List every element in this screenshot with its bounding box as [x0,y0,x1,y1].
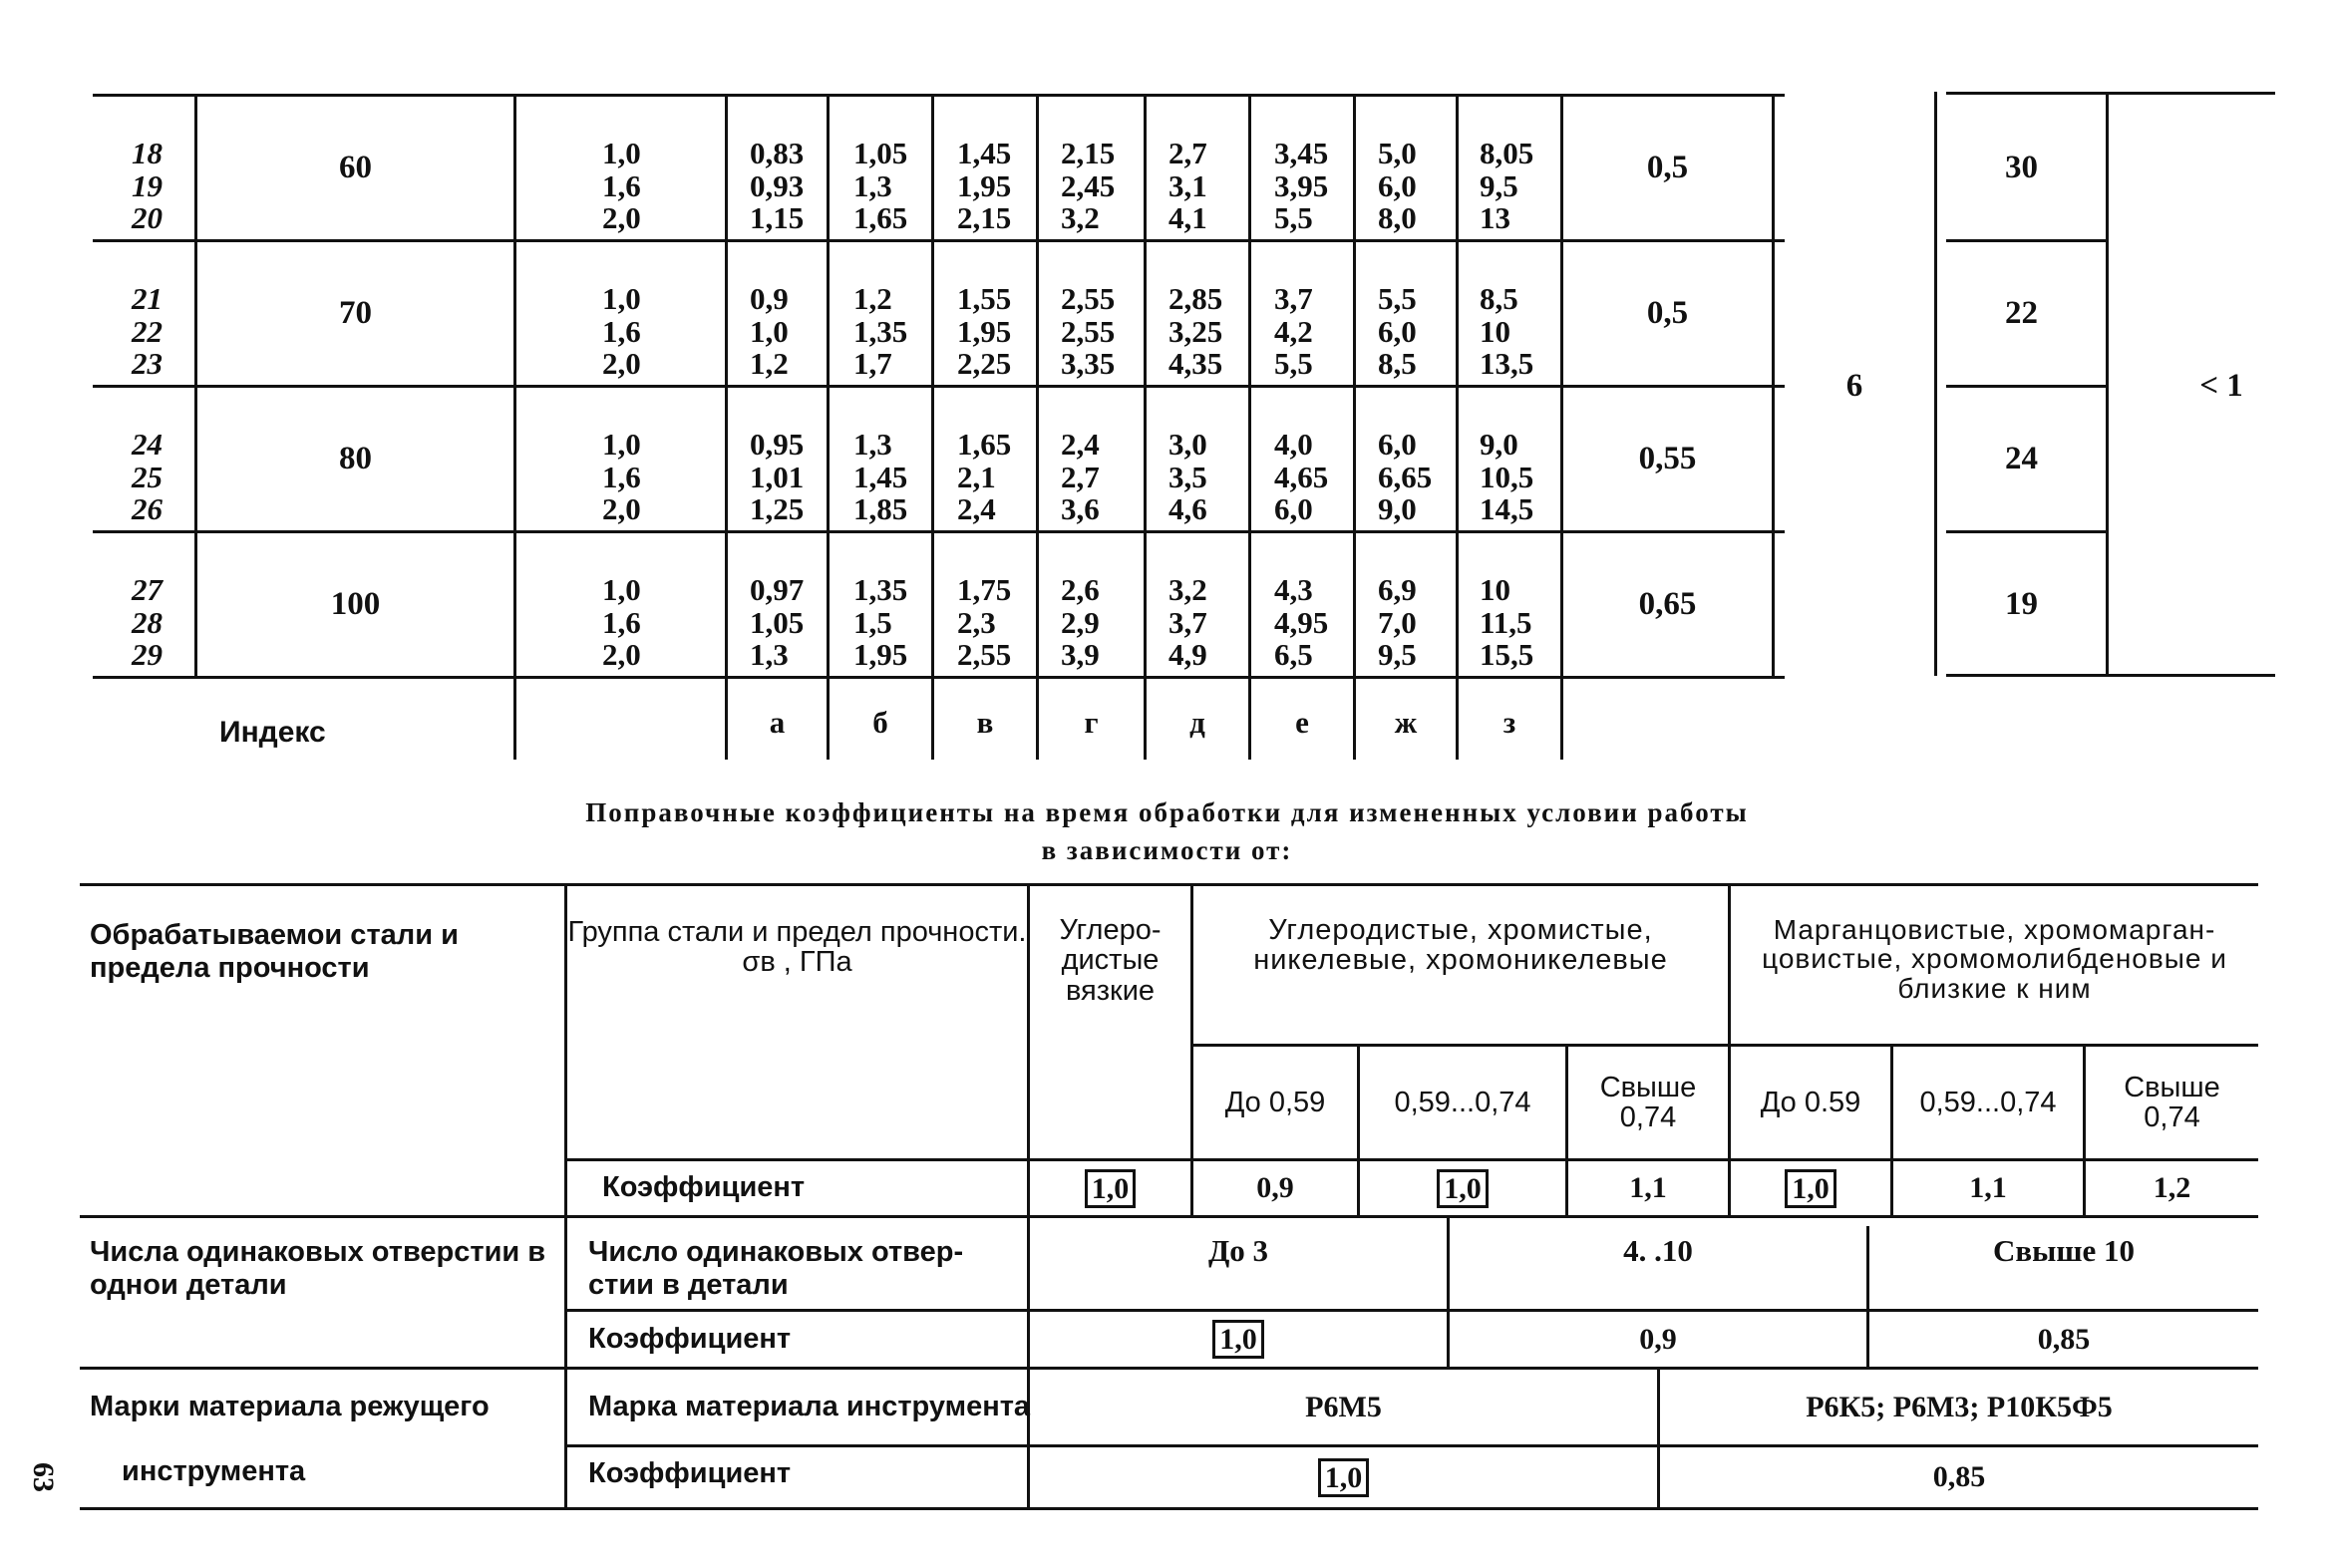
tool-value: Р6М5 [1305,1390,1382,1423]
coef-cell: 1,1 [1629,1171,1667,1205]
cell-d: 3,0 3,5 4,6 [1168,427,1207,527]
index-letter: б [872,704,888,740]
row-numbers: 24 25 26 [132,427,163,527]
cell-z: 10 11,5 15,5 [1480,572,1534,673]
tool-value: Р6К5; Р6М3; Р10К5Ф5 [1806,1390,2113,1423]
row-numbers: 18 19 20 [132,136,163,236]
holes-value: До 3 [1207,1232,1269,1268]
cell-zh: 6,0 6,65 9,0 [1378,427,1433,527]
index-label: Индекс [219,716,326,749]
cell-d: 2,7 3,1 4,1 [1168,136,1207,236]
diameter: 80 [339,440,372,476]
index-letter: ж [1394,704,1418,740]
cell-a: 0,9 1,0 1,2 [750,281,789,382]
tool-label: Марки материала режущего [90,1391,490,1422]
index-letter: в [976,704,994,740]
cell-e: 4,0 4,65 6,0 [1274,427,1329,527]
cell-v: 1,45 1,95 2,15 [957,136,1012,236]
index-letter: д [1189,704,1205,740]
steel-group-header: Группа стали и предел прочности. σв , ГПа [567,916,1027,979]
index-letter: г [1084,704,1099,740]
diameter: 100 [330,585,381,622]
cell-b: 1,35 1,5 1,95 [853,572,908,673]
holes-label: Числа одинаковых отверстии в однои детали [90,1236,546,1302]
k-value: 0,5 [1646,149,1689,185]
range-cell: Свыше 0,74 [2124,1071,2220,1133]
cell-zh: 6,9 7,0 9,5 [1378,572,1417,673]
cell-v: 1,65 2,1 2,4 [957,427,1012,527]
right-value: 24 [2005,440,2038,476]
row-numbers: 21 22 23 [132,281,163,382]
right-value: 22 [2005,294,2038,331]
index-letter: а [769,704,786,740]
range-cell: До 0.59 [1760,1086,1861,1118]
cell-z: 9,0 10,5 14,5 [1480,427,1534,527]
coef-label: Коэффициент [588,1323,792,1355]
coef-cell: 0,9 [1639,1322,1677,1356]
range-cell: До 0,59 [1224,1086,1326,1118]
coef-boxed: 1,0 [1085,1169,1137,1208]
cell-e: 4,3 4,95 6,5 [1274,572,1329,673]
coef-boxed: 1,0 [1437,1169,1489,1208]
cell-a: 0,83 0,93 1,15 [750,136,805,236]
tool-sublabel: Марка материала инструмента [588,1391,1031,1422]
group3-header: Марганцовистые, хромомарган-цовистые, хромомолибденовые и близкие к ним [1762,914,2227,1004]
diameter: 70 [339,294,372,331]
cell-e: 3,7 4,2 5,5 [1274,281,1313,382]
coef-cell: 0,85 [1932,1460,1986,1494]
diameter: 60 [339,149,372,185]
cell-a: 0,97 1,05 1,3 [750,572,805,673]
steel-label: Обрабатываемои стали и предела прочности [90,919,459,985]
cell-b: 1,2 1,35 1,7 [853,281,908,382]
tool-label-2: инструмента [122,1455,306,1487]
cell-g: 2,6 2,9 3,9 [1061,572,1100,673]
holes-value: 4. .10 [1623,1232,1693,1268]
range-cell: 0,59...0,74 [1919,1086,2057,1118]
index-letter: з [1502,704,1516,740]
section-title: Поправочные коэффициенты на время обработки для измененных условии работы [585,797,1749,827]
cell-b: 1,3 1,45 1,85 [853,427,908,527]
cell-v: 1,55 1,95 2,25 [957,281,1012,382]
cell-d: 2,85 3,25 4,35 [1168,281,1223,382]
coef-cell: 0,85 [2037,1322,2091,1356]
cell-g: 2,55 2,55 3,35 [1061,281,1116,382]
merged-middle-value: 6 [1845,367,1863,404]
range-cell: Свыше 0,74 [1599,1071,1697,1133]
depth: 1,0 1,6 2,0 [602,427,641,527]
coef-label: Коэффициент [588,1457,792,1489]
coef-cell: 1,1 [1969,1171,2007,1205]
k-value: 0,55 [1638,440,1697,476]
cell-z: 8,5 10 13,5 [1480,281,1534,382]
right-value: 30 [2005,149,2038,185]
holes-value: Свыше 10 [1992,1232,2135,1268]
group2-header: Углеродистые, хромистые, никелевые, хромоникелевые [1253,914,1668,977]
cell-v: 1,75 2,3 2,55 [957,572,1012,673]
coef-boxed: 1,0 [1212,1320,1264,1359]
cell-zh: 5,0 6,0 8,0 [1378,136,1417,236]
k-value: 0,5 [1646,294,1689,331]
cell-e: 3,45 3,95 5,5 [1274,136,1329,236]
k-value: 0,65 [1638,585,1697,622]
cell-z: 8,05 9,5 13 [1480,136,1534,236]
page-number: 63 [27,1462,60,1492]
coef-label: Коэффициент [602,1171,806,1203]
row-numbers: 27 28 29 [132,572,163,673]
cell-zh: 5,5 6,0 8,5 [1378,281,1417,382]
index-letter: е [1295,704,1309,740]
coef-boxed: 1,0 [1785,1169,1836,1208]
cell-d: 3,2 3,7 4,9 [1168,572,1207,673]
cell-b: 1,05 1,3 1,65 [853,136,908,236]
cell-a: 0,95 1,01 1,25 [750,427,805,527]
cell-g: 2,4 2,7 3,6 [1061,427,1100,527]
depth: 1,0 1,6 2,0 [602,281,641,382]
coef-cell: 0,9 [1256,1171,1294,1205]
coef-boxed: 1,0 [1318,1458,1370,1497]
merged-right-value: < 1 [2199,367,2243,404]
coef-cell: 1,2 [2153,1171,2191,1205]
cell-g: 2,15 2,45 3,2 [1061,136,1116,236]
depth: 1,0 1,6 2,0 [602,136,641,236]
right-value: 19 [2005,585,2038,622]
depth: 1,0 1,6 2,0 [602,572,641,673]
holes-sublabel: Число одинаковых отвер-стии в детали [588,1236,964,1302]
section-subtitle: в зависимости от: [1041,835,1293,865]
carbon-viscous-header: Углеро-дистые вязкие [1059,914,1162,1007]
range-cell: 0,59...0,74 [1394,1086,1531,1118]
